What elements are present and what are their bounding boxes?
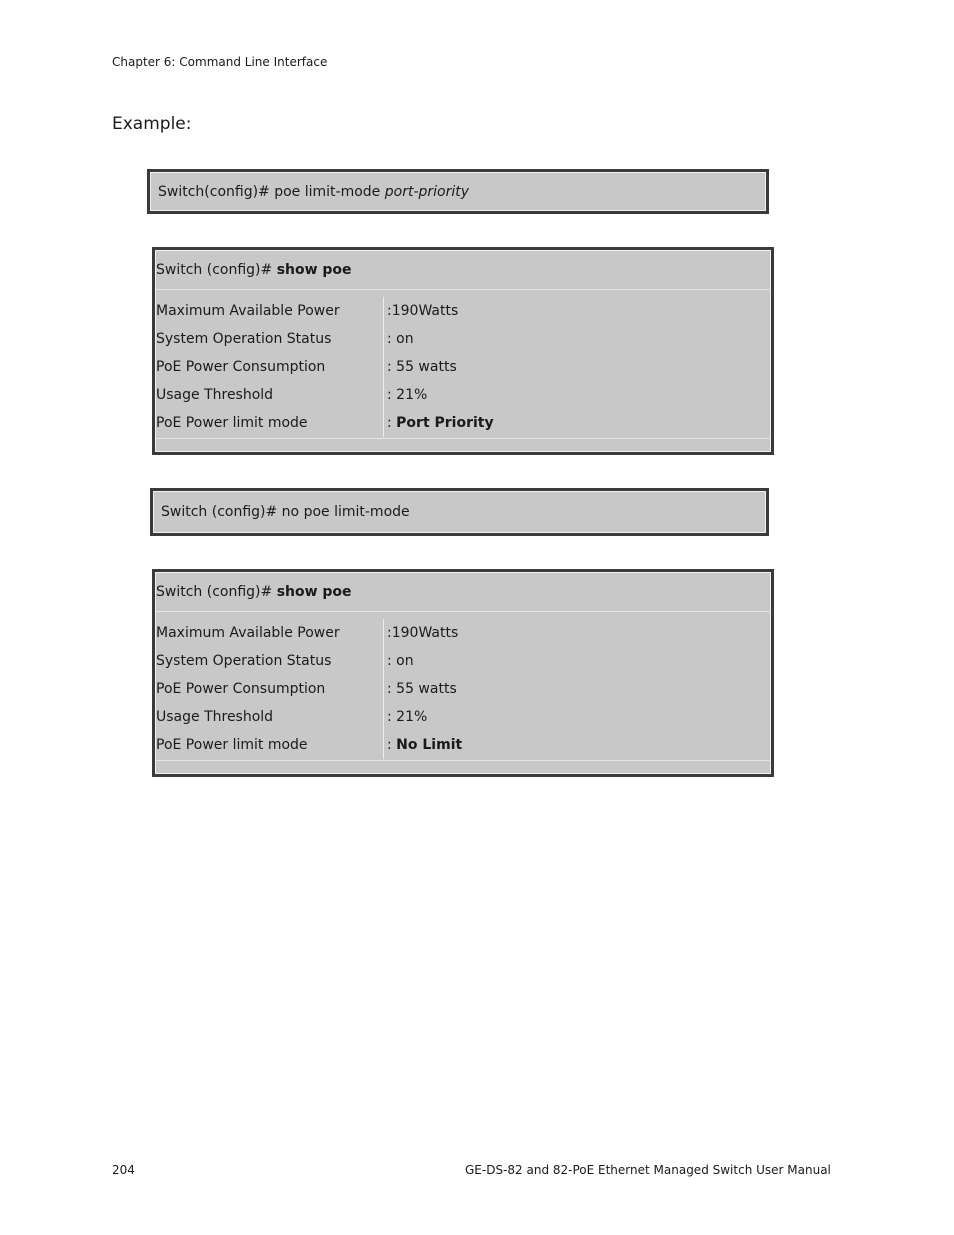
value-text: : 21% [387,709,428,725]
manual-title: GE-DS-82 and 82-PoE Ethernet Managed Switch User Manual [465,1163,831,1177]
row-value [387,331,414,347]
page-number: 204 [112,1163,135,1177]
row-label: PoE Power Consumption [156,681,326,697]
value-text: : [387,415,397,431]
show-command: show poe [276,584,352,600]
value-text: : 55 watts [387,681,457,697]
table-row [156,653,771,681]
row-label: Usage Threshold [156,387,274,403]
divider [156,611,770,612]
value-text: : 55 watts [387,359,457,375]
table-row [156,331,771,359]
row-label: Maximum Available Power [156,625,340,641]
command-box-no-limit-mode [150,488,769,536]
prompt-text: Switch (config)# [156,584,277,600]
value-bold: Port Priority [396,415,494,431]
row-value [387,359,457,375]
value-text: :190Watts [387,303,459,319]
value-text: : [387,737,397,753]
show-poe-output-2 [152,569,774,777]
row-value [387,653,414,669]
row-label: PoE Power Consumption [156,359,326,375]
chapter-header: Chapter 6: Command Line Interface [112,55,328,69]
value-text: : on [387,331,414,347]
row-value [387,681,457,697]
show-prompt [156,262,352,278]
table-row [156,709,771,737]
row-value [387,625,458,641]
table-row [156,359,771,387]
prompt-text: Switch (config)# [156,262,277,278]
row-label: PoE Power limit mode [156,415,308,431]
show-command: show poe [276,262,352,278]
show-poe-output-1 [152,247,774,455]
table-row [156,387,771,415]
status-rows [156,625,771,765]
command-prefix: Switch(config)# poe limit-mode [158,183,385,200]
command-text: Switch (config)# no poe limit-mode [161,504,410,520]
row-label: System Operation Status [156,331,332,347]
row-label: Maximum Available Power [156,303,340,319]
value-bold: No Limit [396,737,463,753]
example-heading: Example: [112,114,192,134]
show-prompt [156,584,352,600]
value-text: :190Watts [387,625,459,641]
row-value [387,387,427,403]
value-text: : 21% [387,387,428,403]
divider [156,438,770,439]
table-row [156,625,771,653]
row-value [387,303,458,319]
command-argument: port-priority [384,183,470,200]
row-value [387,737,462,753]
row-value [387,709,427,725]
status-rows [156,303,771,443]
row-value [387,415,494,431]
table-row [156,681,771,709]
row-label: System Operation Status [156,653,332,669]
command-text [158,184,469,200]
table-row [156,303,771,331]
divider [156,760,770,761]
command-box-limit-mode [147,169,769,214]
row-label: Usage Threshold [156,709,274,725]
value-text: : on [387,653,414,669]
divider [156,289,770,290]
row-label: PoE Power limit mode [156,737,308,753]
